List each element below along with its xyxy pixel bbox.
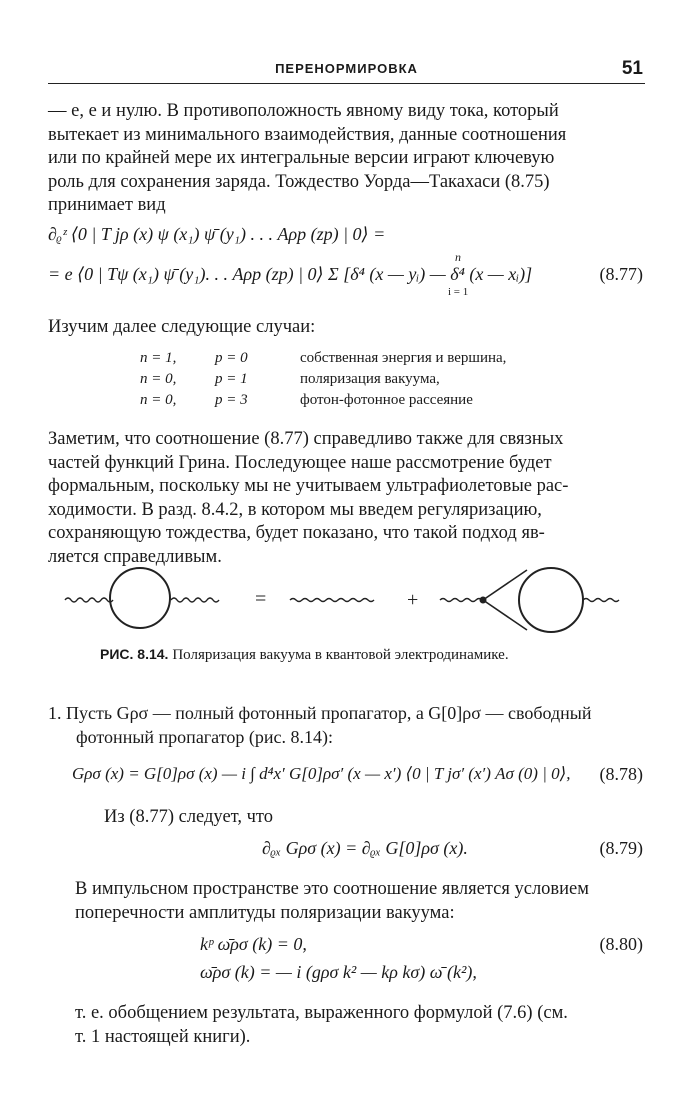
text-line: сохраняющую тождества, будет показано, что такой подход яв- <box>48 523 545 543</box>
figure-caption-text: Поляризация вакуума в квантовой электродинамике. <box>172 647 509 663</box>
intro-paragraph <box>48 100 645 218</box>
equation-8-80-line1: kᵖ ω̄ρσ (k) = 0, <box>200 934 307 954</box>
fermion-loop-2 <box>519 568 583 632</box>
case-n: n = 0, <box>140 371 177 387</box>
from-877-text: Из (8.77) следует, что <box>104 807 273 827</box>
equation-8-80-line2: ω̄ρσ (k) = — i (gρσ k² — kρ kσ) ω̄ (k²), <box>200 962 477 982</box>
fermion-loop <box>110 568 170 628</box>
final-paragraph <box>75 1002 645 1049</box>
photon-line-right <box>171 598 219 602</box>
header-rule <box>48 83 645 84</box>
running-header: ПЕРЕНОРМИРОВКА <box>275 61 418 76</box>
equation-8-78: Gρσ (x) = G[0]ρσ (x) — i ∫ d⁴x′ G[0]ρσ′ (x — x′) ⟨0 | T jσ′ (x′) Aσ (0) | 0⟩, <box>72 764 571 783</box>
equation-number-8-78: (8.78) <box>599 764 643 784</box>
text-line: роль для сохранения заряда. Тождество Уорда—Такахаси (8.75) <box>48 171 550 192</box>
item-1 <box>48 702 645 749</box>
equation-number-8-77: (8.77) <box>599 264 643 284</box>
case-desc: поляризация вакуума, <box>300 371 440 387</box>
vacuum-polarization-diagram <box>55 560 655 640</box>
cases-intro: Изучим далее следующие случаи: <box>48 317 316 337</box>
text-line: т. 1 настоящей книги). <box>75 1026 251 1047</box>
case-n: n = 0, <box>140 392 177 408</box>
text-line: формальным, поскольку мы не учитываем ультрафиолетовые рас- <box>48 476 569 496</box>
text-line: частей функций Грина. Последующее наше рассмотрение будет <box>48 452 552 473</box>
remark-paragraph <box>48 428 645 569</box>
equation-8-77-line1: ∂ᵨᶻ ⟨0 | T jρ (x) ψ (x₁) ψ̄ (y₁) . . . Aρp (zp) | 0⟩ = <box>48 224 386 244</box>
equals-sign: = <box>255 588 267 610</box>
case-n: n = 1, <box>140 350 177 366</box>
figure-label: РИС. 8.14. <box>100 646 169 662</box>
text-line: т. е. обобщением результата, выраженного формулой (7.6) (см. <box>75 1003 568 1023</box>
text-line: или по крайней мере их интегральные версии играют ключевую <box>48 148 555 168</box>
photon-propagator-free <box>290 599 374 602</box>
sum-lower-limit: i = 1 <box>448 286 469 298</box>
text-line: — e, e и нулю. В противоположность явному виду тока, который <box>48 101 559 121</box>
text-line: 1. Пусть Gρσ — полный фотонный пропагатор, а G[0]ρσ — свободный <box>48 703 592 723</box>
photon-line-left <box>65 598 113 602</box>
photon-line-exit <box>583 599 619 602</box>
fermion-line-upper <box>483 570 527 600</box>
momentum-paragraph <box>75 878 645 925</box>
text-line: поперечности амплитуды поляризации вакуума: <box>75 902 455 923</box>
fermion-line-lower <box>483 600 527 630</box>
case-desc: фотон-фотонное рассеяние <box>300 392 473 408</box>
text-line: ляется справедливым. <box>48 546 222 567</box>
case-p: p = 0 <box>215 350 248 366</box>
case-p: p = 1 <box>215 371 248 387</box>
text-line: фотонный пропагатор (рис. 8.14): <box>76 726 333 747</box>
plus-sign: + <box>407 589 419 611</box>
text-line: вытекает из минимального взаимодействия, данные соотношения <box>48 124 567 145</box>
equation-8-79: ∂ᵨₓ Gρσ (x) = ∂ᵨₓ G[0]ρσ (x). <box>262 838 468 858</box>
equation-8-77-line2: = e ⟨0 | Tψ (x₁) ψ̄ (y₁). . . Aρp (zp) | 0⟩ Σ [δ⁴ (x — yᵢ) — δ⁴ (x — xᵢ)] <box>48 264 533 284</box>
equation-number-8-80: (8.80) <box>599 934 643 954</box>
sum-upper-limit: n <box>455 250 461 264</box>
case-p: p = 3 <box>215 392 248 408</box>
text-line: ходимости. В разд. 8.4.2, в котором мы введем регуляризацию, <box>48 499 542 520</box>
photon-line-vertex <box>440 599 482 602</box>
text-line: Заметим, что соотношение (8.77) справедливо также для связных <box>48 429 564 449</box>
text-line: принимает вид <box>48 195 166 215</box>
figure-caption <box>100 646 509 664</box>
page-number: 51 <box>621 58 643 79</box>
equation-number-8-79: (8.79) <box>599 838 643 858</box>
text-line: В импульсном пространстве это соотношение является условием <box>75 879 589 899</box>
case-desc: собственная энергия и вершина, <box>300 350 507 366</box>
